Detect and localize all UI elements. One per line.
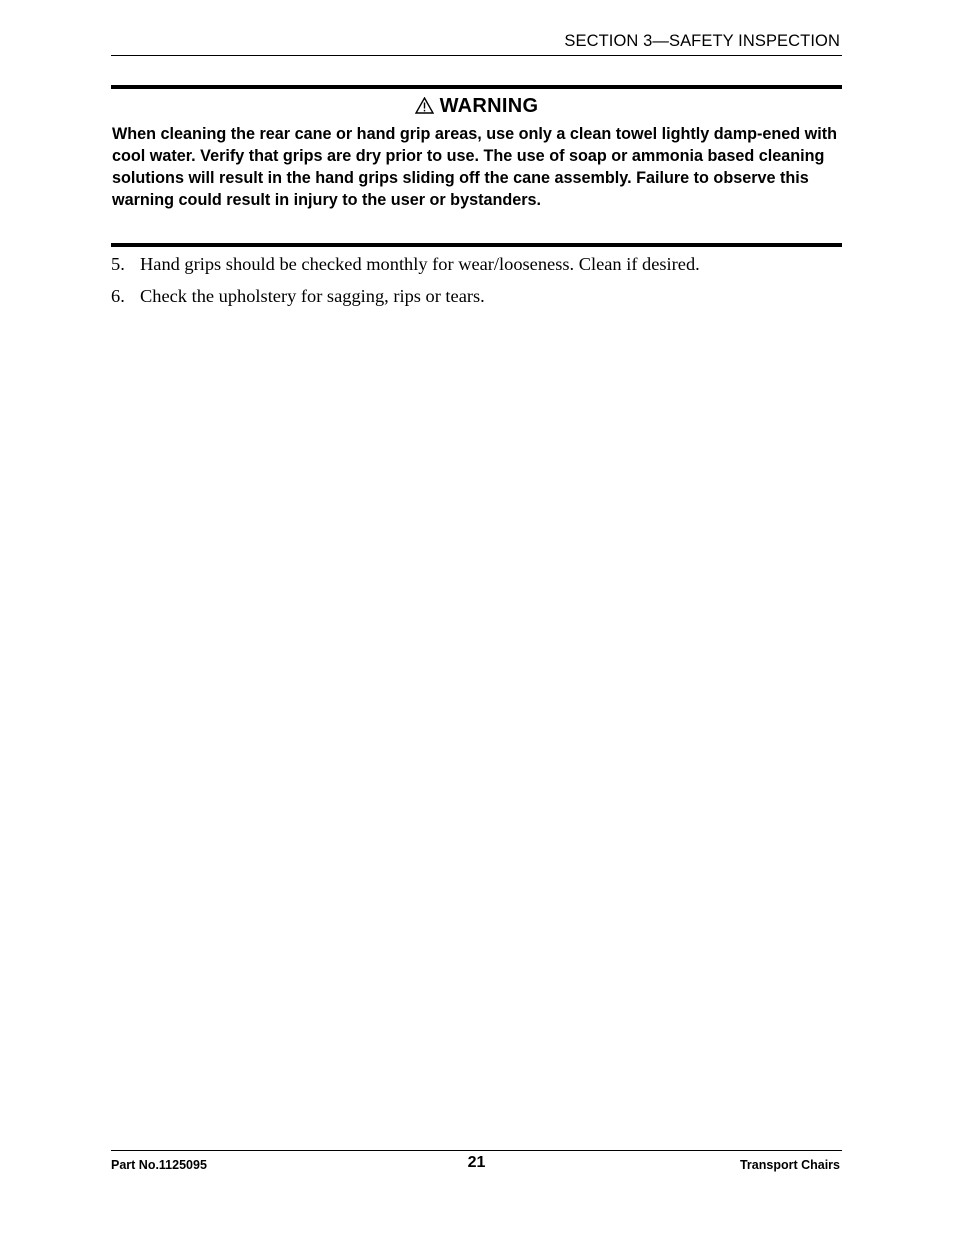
- section-title: SECTION 3—SAFETY INSPECTION: [564, 32, 840, 50]
- warning-heading: [111, 95, 842, 118]
- step-number: 5.: [111, 254, 125, 274]
- warning-triangle-icon: [415, 97, 434, 114]
- inspection-steps: [111, 254, 842, 318]
- list-item: [111, 286, 842, 318]
- part-number: Part No.1125095: [111, 1158, 207, 1172]
- list-item: [111, 254, 842, 286]
- product-name: Transport Chairs: [739, 1158, 840, 1172]
- warning-text: When cleaning the rear cane or hand grip areas, use only a clean towel lightly damp-ened with cool water. Verify that grips are dry prior to use. The use of soap or ammonia based cleaning solutions will result in the hand grips sliding off the cane assembly. Failure to observe this warning could result in injury to the user or bystanders.: [112, 125, 838, 209]
- step-number: 6.: [111, 286, 125, 306]
- page-number: 21: [467, 1154, 486, 1171]
- step-text: Check the upholstery for sagging, rips or tears.: [140, 286, 485, 306]
- step-text: Hand grips should be checked monthly for wear/looseness. Clean if desired.: [140, 254, 700, 274]
- warning-heading-label: WARNING: [439, 95, 539, 117]
- page-footer: [111, 1150, 842, 1180]
- page-header: [111, 30, 842, 56]
- warning-box: [111, 85, 842, 247]
